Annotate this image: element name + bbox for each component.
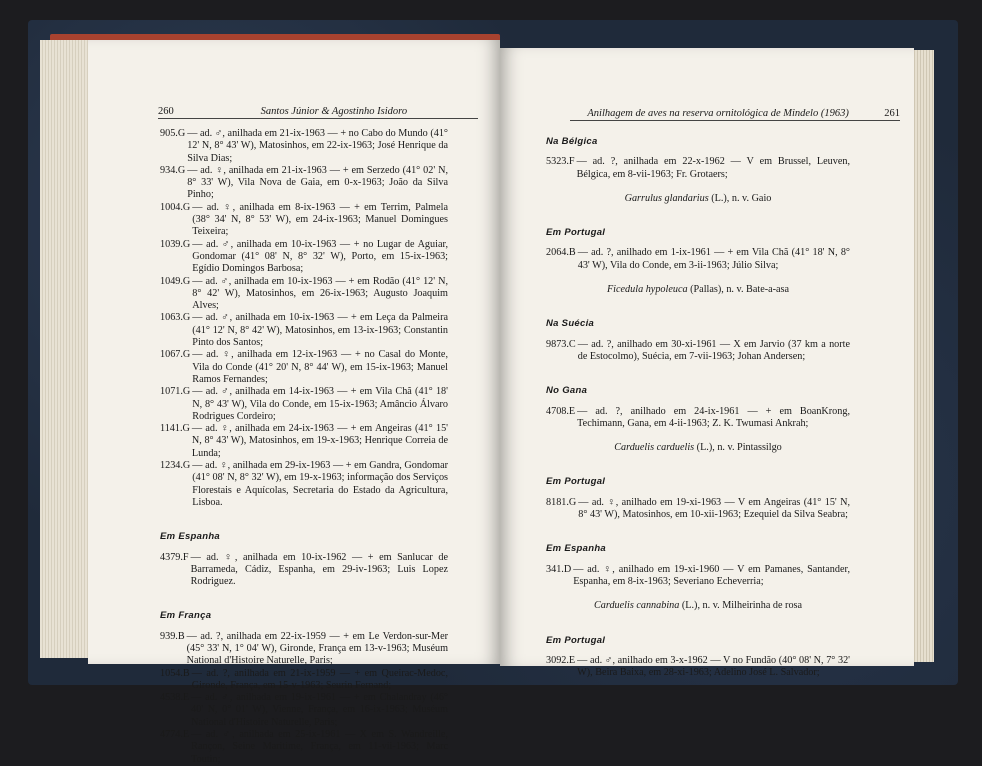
section-heading: Na Suécia [546, 318, 595, 330]
left-page-body [160, 128, 448, 766]
right-page-body [546, 136, 850, 679]
ring-number: 1039.G [160, 238, 191, 250]
right-running-head [570, 104, 900, 121]
page-stack-left [40, 40, 90, 658]
ring-number: 4708.E [546, 405, 576, 417]
ring-number: 1063.G [160, 312, 191, 324]
section-heading: Em Portugal [546, 476, 606, 488]
entries-espanha [160, 552, 448, 589]
ring-number: 4379.F [160, 551, 189, 563]
ring-number: 2064.B [546, 247, 576, 259]
species-name: Garrulus glandarius [624, 192, 709, 204]
ring-record-text: — ad. ♂, anilhada em 25-ix-1961 — X em S. Wandreille, Rançon, Seine Maritime, França, em 11-vii-1963; Marc Toutin; [191, 729, 448, 765]
entries-portugal [160, 128, 448, 509]
ring-entry [546, 156, 850, 181]
ring-record-text: — ad. ♀, anilhada em 21-ix-1963 — + em Serzedo (41° 02' N, 8° 33' W), Vila Nova de Gaia, em 0-x-1963; João da Silva Pinho; [187, 164, 448, 201]
ring-record-text: — ad. ♂, anilhada em 19-ix-1961 — + em Chalandray (46° 40' N, 0° 01' W), Vienne, França, em 16-ix-1963; Muséum National d'Histoire Naturelle, Paris; [191, 692, 448, 728]
species-vernacular: (Pallas), n. v. Bate-a-asa [690, 284, 790, 296]
species-heading [546, 442, 850, 454]
species-name: Ficedula hypoleuca [606, 284, 688, 296]
ring-entry [160, 276, 448, 313]
ring-entry [546, 497, 850, 522]
ring-entry [160, 128, 448, 165]
left-page-number: 260 [158, 105, 174, 117]
species-heading [546, 600, 850, 612]
ring-entry [160, 692, 448, 729]
ring-record-text: — ad. ♂, anilhada em 21-ix-1963 — + no Cabo do Mundo (41° 12' N, 8° 43' W), Matosinhos, em 22-ix-1963; José Henrique da Silva Dias; [187, 128, 448, 164]
page-stack-right [912, 50, 934, 662]
ring-entry [546, 339, 850, 364]
ring-entry [160, 239, 448, 276]
right-running-title: Anilhagem de aves na reserva ornitológica de Mindelo (1963) [587, 107, 849, 119]
ring-entry [160, 631, 448, 668]
ring-number: 1234.G [160, 460, 191, 472]
ring-record-text: — ad. ?, anilhado em 1-ix-1961 — + em Vila Chã (41° 18' N, 8° 43' W), Vila do Conde, em 3-ii-1963; Júlio Silva; [577, 247, 850, 271]
ring-number: 939.B [160, 630, 185, 642]
ring-record-text: — ad. ♂, anilhada em 10-ix-1963 — + em Rodão (41° 12' N, 8° 42' W), Matosinhos, em 26-ix-1963; Augusto Joaquim Alves; [192, 275, 448, 312]
species-vernacular: (L.), n. v. Pintassilgo [696, 442, 782, 454]
ring-record-text: — ad. ?, anilhada em 22-x-1962 — V em Brussel, Leuven, Bélgica, em 8-vii-1963; Fr. Grotaers; [576, 156, 850, 180]
species-heading [546, 284, 850, 296]
section-heading: Em Portugal [546, 634, 606, 646]
ring-record-text: — ad. ♀, anilhada em 24-ix-1963 — + em Angeiras (41° 15' N, 8° 43' W), Matosinhos, em 19-x-1963; Henrique Correia de Lunda; [191, 423, 448, 459]
ring-entry [160, 668, 448, 693]
ring-number: 4538.E [160, 692, 190, 704]
ring-record-text: — ad. ?, anilhado em 30-xi-1961 — X em Jarvio (37 km a norte de Estocolmo), Suécia, em 7-vii-1963; Johan Andersen; [577, 338, 850, 362]
ring-record-text: — ad. ?, anilhado em 24-ix-1961 — + em BoanKrong, Techimann, Gana, em 4-ii-1963; Z. K. Twumasi Ankrah; [577, 405, 850, 429]
ring-record-text: — ad. ♂, anilhado em 3-x-1962 — V no Fundão (40° 08' N, 7° 32' W), Beira Baixa, em 28-xi-1963; Adelino José L. Salvador; [577, 654, 850, 679]
ring-record-text: — ad. ♀, anilhado em 19-xi-1963 — V em Angeiras (41° 15' N, 8° 43' W), Matosinhos, em 10-xii-1963; Ezequiel da Silva Seabra; [578, 496, 850, 521]
section-heading: Em Espanha [546, 543, 607, 555]
species-vernacular: (L.), n. v. Gaio [711, 192, 772, 204]
ring-record-text: — ad. ♂, anilhada em 14-ix-1963 — + em Vila Chã (41° 18' N, 8° 43' W), Vila do Conde, em 15-ix-1963; Amâncio Álvaro Rodrigues Cordeiro; [192, 386, 448, 422]
ring-number: 905.G [160, 128, 186, 139]
ring-entry [160, 202, 448, 239]
ring-record-text: — ad. ?, anilhada em 22-ix-1959 — + em Le Verdon-sur-Mer (45° 33' N, 1° 04' W), Gironde, França em 13-v-1963; Muséum National d'Histoire Naturelle, Paris; [186, 630, 448, 667]
ring-record-text: — ad. ♂, anilhada em 10-ix-1963 — + em Leça da Palmeira (41° 12' N, 8° 42' W), Matosinhos, em 13-ix-1963; Constantin Pinto dos Santos; [192, 312, 448, 349]
section-heading: Em Portugal [546, 227, 606, 239]
left-page [88, 40, 500, 765]
ring-entry [546, 406, 850, 431]
ring-record-text: — ad. ♀, anilhada em 12-ix-1963 — + no Casal do Monte, Vila do Conde (41° 20' N, 8° 44' W), em 15-ix-1963; Manuel Ramos Fernandes; [192, 349, 448, 385]
entries-franca [160, 631, 448, 766]
species-vernacular: (L.), n. v. Milheirinha de rosa [681, 600, 803, 612]
ring-number: 5323.F [546, 156, 575, 168]
ring-entry [160, 552, 448, 589]
section-heading: Na Bélgica [546, 136, 598, 147]
ring-number: 1054.B [160, 667, 190, 679]
ring-entry [546, 247, 850, 272]
ring-number: 9873.C [546, 338, 576, 350]
ring-entry [160, 423, 448, 460]
ring-number: 341.D [546, 563, 572, 575]
ring-number: 1049.G [160, 275, 191, 287]
ring-entry [160, 312, 448, 349]
species-name: Carduelis carduelis [614, 442, 695, 454]
ring-record-text: — ad. ♀, anilhado em 19-xi-1960 — V em Pamanes, Santander, Espanha, em 8-ix-1963; Severiano Echeverria; [573, 563, 850, 587]
ring-number: 8181.G [546, 496, 577, 508]
ring-number: 1004.G [160, 201, 191, 213]
ring-entry [160, 729, 448, 766]
ring-entry [546, 655, 850, 680]
species-name: Carduelis cannabina [593, 600, 680, 612]
ring-entry [160, 386, 448, 423]
ring-number: 3092.E [546, 654, 576, 666]
left-running-title: Santos Júnior & Agostinho Isidoro [260, 105, 408, 117]
section-espanha: Em Espanha [160, 531, 221, 543]
right-page [500, 48, 914, 679]
section-heading: No Gana [546, 385, 588, 397]
ring-record-text: — ad. ♀, anilhada em 29-ix-1963 — + em Gandra, Gondomar (41° 08' N, 8° 32' W), em 19-x-1963; informação dos Serviços Florestais e Aquícolas, Secretaria do Estado da Agricultura, Lisboa. [192, 460, 448, 508]
ring-number: 4774.E [160, 729, 190, 741]
ring-record-text: — ad. ♀, anilhada em 10-ix-1962 — + em Sanlucar de Barrameda, Cádiz, Espanha, em 29-iv-1963; Luis Lopez Rodriguez. [190, 551, 448, 588]
ring-number: 1071.G [160, 386, 191, 398]
ring-number: 1141.G [160, 423, 190, 435]
ring-entry [160, 460, 448, 509]
ring-number: 1067.G [160, 349, 191, 361]
ring-entry [160, 349, 448, 386]
ring-record-text: — ad. ?, anilhada em 21-ix-1959 — + em Queirac-Medoc, Gironde, França, em 15-v-1963; Seurin Fernand; [191, 667, 448, 691]
ring-entry [546, 564, 850, 589]
ring-record-text: — ad. ♀, anilhada em 8-ix-1963 — + em Terrim, Palmela (38° 34' N, 8° 53' W), em 24-ix-1963; Manuel Domingues Teixeira; [192, 201, 448, 238]
left-running-head [158, 102, 478, 119]
section-franca: Em França [160, 610, 212, 622]
species-heading [546, 193, 850, 205]
right-page-number: 261 [884, 107, 900, 119]
ring-record-text: — ad. ♂, anilhada em 10-ix-1963 — + no Lugar de Aguiar, Gondomar (41° 08' N, 8° 32' W), Porto, em 15-ix-1963; Egídio Domingos Barbosa; [192, 238, 448, 275]
ring-number: 934.G [160, 164, 186, 176]
ring-entry [160, 165, 448, 202]
